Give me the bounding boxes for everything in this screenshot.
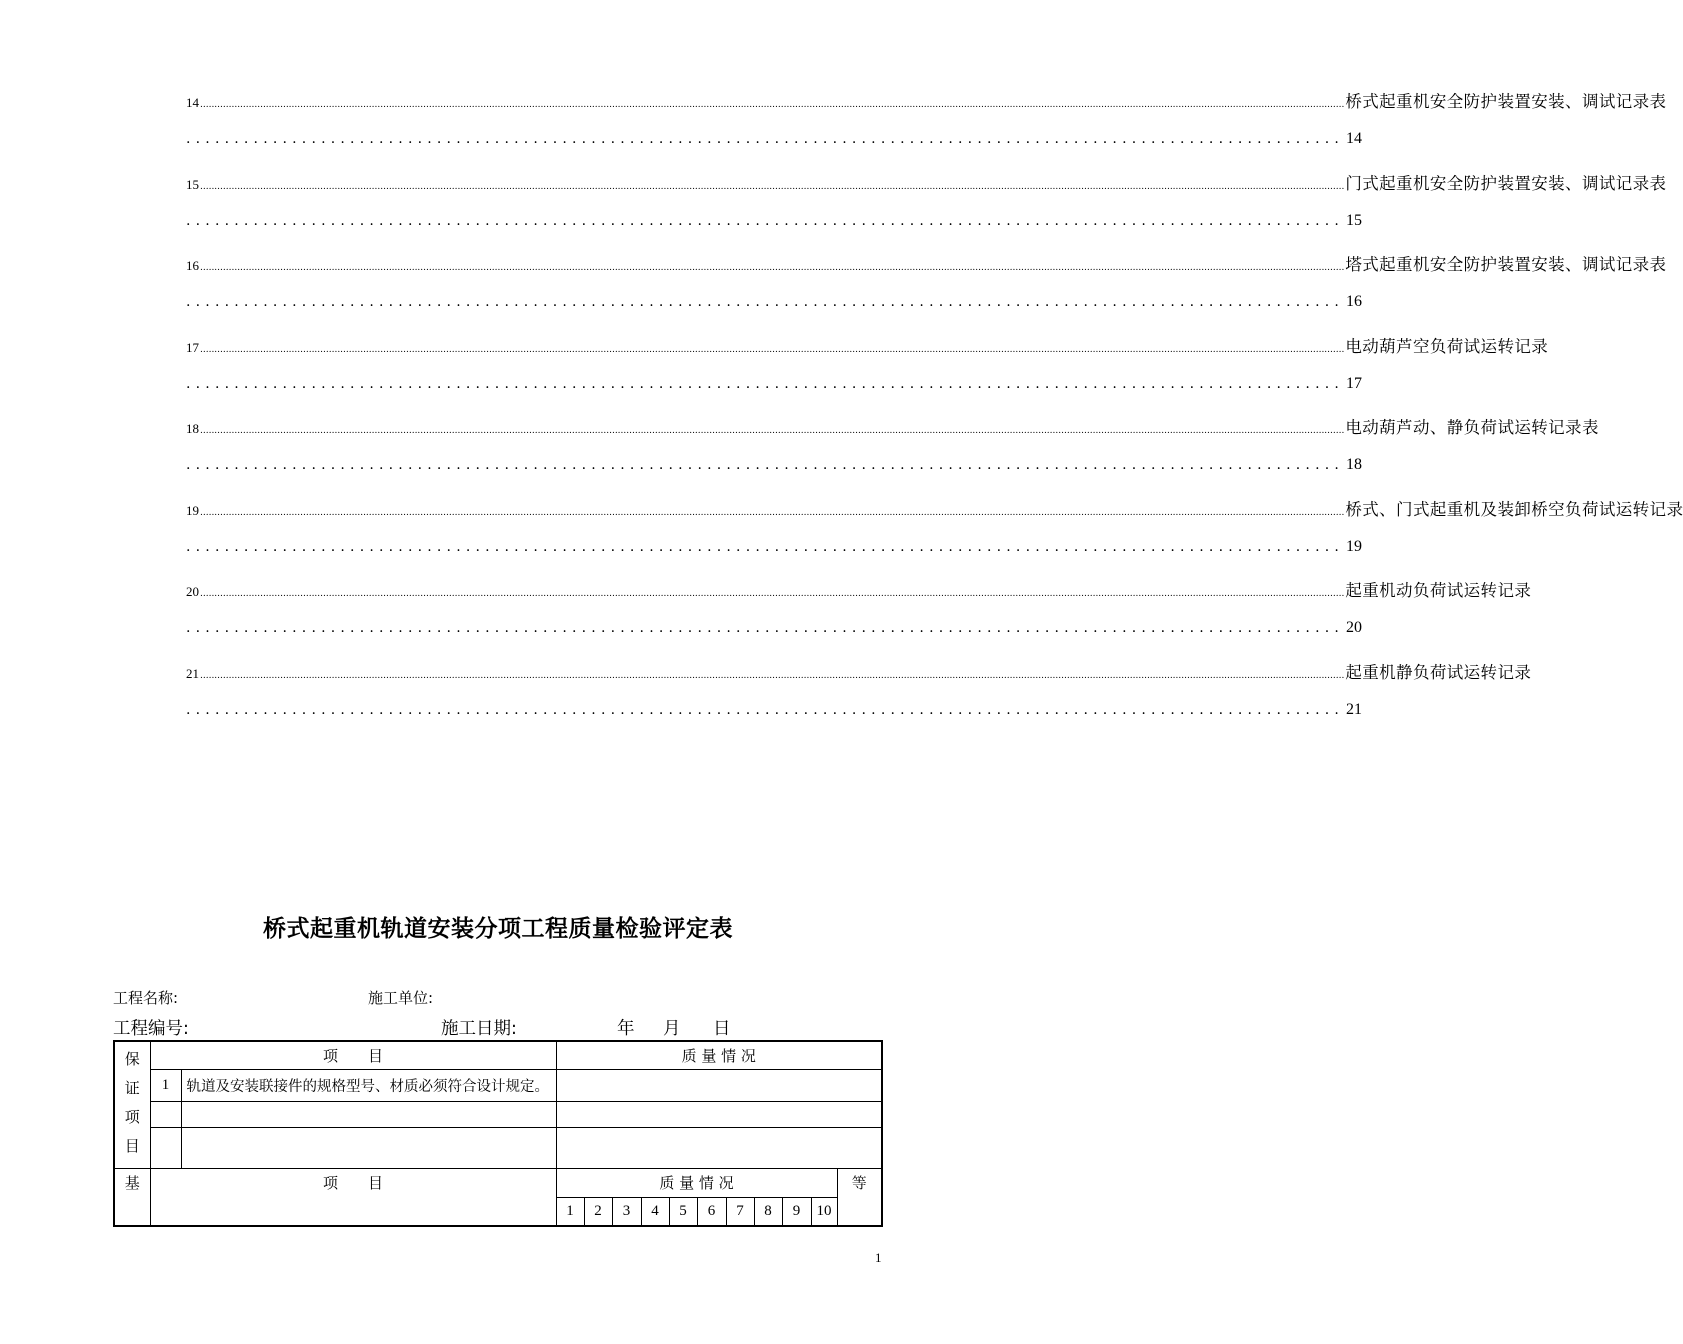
toc-entry-title: 电动葫芦动、静负荷试运转记录表 [1345, 418, 1599, 437]
row-number [150, 1127, 181, 1168]
toc-page-line [186, 211, 1363, 236]
toc-entry-line [186, 577, 1532, 601]
toc-leader-dots: ................................................................................................................................................................................................................................................................................................................................................................................................................ [200, 344, 1345, 355]
toc-entry-title: 桥式起重机安全防护装置安装、调试记录表 [1345, 92, 1667, 111]
basic-item-header: 项 目 [150, 1168, 556, 1226]
toc-page-number: 18 [1346, 456, 1363, 473]
row-text [181, 1127, 556, 1168]
toc-entry[interactable] [186, 496, 1683, 578]
project-number-label: 工程编号: [113, 1019, 189, 1039]
toc-entry-title: 门式起重机安全防护装置安装、调试记录表 [1345, 173, 1667, 193]
toc-page-number: 16 [1346, 293, 1363, 310]
toc-leader-dots: ................................................................................................................................................................................................................................................................................................................................................................................................................ [200, 426, 1345, 436]
toc-leader-dots: ........................................................................................................................ [186, 538, 1345, 555]
toc-page-line [186, 374, 1363, 399]
toc-entry-number: 15 [186, 176, 199, 192]
toc-leader-dots: ................................................................................................................................................................................................................................................................................................................................................................................................................ [200, 670, 1345, 681]
toc-page-line [186, 130, 1363, 154]
checkpoint-number: 10 [811, 1197, 837, 1226]
checkpoint-number: 9 [782, 1197, 811, 1226]
checkpoint-number: 3 [612, 1197, 641, 1226]
toc-page-number: 19 [1346, 537, 1363, 555]
item-header: 项 目 [150, 1041, 556, 1069]
row-text [181, 1101, 556, 1127]
toc-entry[interactable] [186, 659, 1532, 741]
toc-entry[interactable] [186, 333, 1549, 415]
month-label: 月 [663, 1019, 681, 1039]
guarantee-char: 项 [124, 1108, 140, 1126]
toc-page-number: 14 [1346, 130, 1363, 147]
toc-entry-title: 桥式、门式起重机及装卸桥空负荷试运转记录 [1345, 499, 1683, 519]
checkpoint-number: 7 [726, 1197, 754, 1226]
toc-page-number: 17 [1346, 374, 1363, 392]
toc-entry-line [186, 333, 1549, 357]
toc-page-line [186, 619, 1363, 643]
quality-header: 质 量 情 况 [556, 1041, 882, 1069]
checkpoint-number: 5 [669, 1197, 697, 1226]
guarantee-char: 保 [124, 1050, 140, 1068]
checkpoint-number: 2 [584, 1197, 612, 1226]
toc-leader-dots: ................................................................................................................................................................................................................................................................................................................................................................................................................ [200, 181, 1345, 192]
row-text: 轨道及安装联接件的规格型号、材质必须符合设计规定。 [181, 1069, 556, 1101]
toc-entry-line [186, 251, 1667, 275]
construction-unit-label: 施工单位: [368, 989, 434, 1007]
toc-entry[interactable] [186, 577, 1532, 659]
grade-label: 等 [837, 1168, 882, 1226]
toc-entry-title: 起重机动负荷试运转记录 [1345, 581, 1532, 600]
toc-entry-title: 起重机静负荷试运转记录 [1345, 662, 1532, 682]
toc-leader-dots: ........................................................................................................................ [186, 457, 1345, 473]
toc-page-number: 20 [1346, 619, 1363, 636]
toc-entry-title: 电动葫芦空负荷试运转记录 [1345, 336, 1549, 356]
toc-leader-dots: ................................................................................................................................................................................................................................................................................................................................................................................................................ [200, 589, 1345, 599]
toc-entry-line [186, 659, 1532, 683]
basic-quality-header: 质 量 情 况 [556, 1168, 837, 1197]
toc-entry-number: 14 [186, 95, 199, 110]
day-label: 日 [713, 1019, 731, 1039]
toc-leader-dots: ........................................................................................................................ [186, 131, 1345, 147]
toc-page-line [186, 456, 1363, 480]
checkpoint-number: 6 [697, 1197, 726, 1226]
toc-leader-dots: ........................................................................................................................ [186, 375, 1345, 392]
toc-entry[interactable] [186, 88, 1667, 170]
toc-entry[interactable] [186, 414, 1599, 496]
toc-page-number: 21 [1346, 700, 1363, 718]
form-title: 桥式起重机轨道安装分项工程质量检验评定表 [263, 916, 733, 942]
toc-leader-dots: ........................................................................................................................ [186, 294, 1345, 310]
toc-entry-line [186, 170, 1667, 194]
toc-entry-line [186, 496, 1683, 520]
guarantee-char: 证 [124, 1079, 140, 1097]
page-number: 1 [875, 1250, 882, 1265]
table-of-contents [186, 88, 1683, 740]
quality-table [113, 1040, 883, 1227]
toc-entry-number: 16 [186, 258, 199, 273]
toc-entry[interactable] [186, 170, 1667, 252]
toc-page-line [186, 700, 1363, 725]
guarantee-item-label [114, 1041, 150, 1168]
toc-entry-title: 塔式起重机安全防护装置安装、调试记录表 [1345, 255, 1667, 274]
toc-leader-dots: ................................................................................................................................................................................................................................................................................................................................................................................................................ [200, 263, 1345, 273]
toc-leader-dots: ................................................................................................................................................................................................................................................................................................................................................................................................................ [200, 100, 1345, 110]
checkpoint-number: 4 [641, 1197, 669, 1226]
toc-entry-number: 18 [186, 421, 199, 436]
row-number [150, 1101, 181, 1127]
toc-entry[interactable] [186, 251, 1667, 333]
toc-leader-dots: ........................................................................................................................ [186, 212, 1345, 229]
toc-entry-number: 21 [186, 665, 199, 681]
toc-leader-dots: ................................................................................................................................................................................................................................................................................................................................................................................................................ [200, 507, 1345, 518]
toc-leader-dots: ........................................................................................................................ [186, 620, 1345, 636]
toc-page-number: 15 [1346, 211, 1363, 229]
toc-entry-line [186, 414, 1599, 438]
year-label: 年 [617, 1019, 635, 1039]
quality-cell [556, 1127, 882, 1168]
project-name-label: 工程名称: [113, 989, 179, 1007]
toc-entry-number: 19 [186, 502, 199, 518]
toc-entry-line [186, 88, 1667, 112]
quality-cell [556, 1069, 882, 1101]
construction-date-label: 施工日期: [441, 1019, 517, 1039]
checkpoint-number: 1 [556, 1197, 584, 1226]
toc-entry-number: 20 [186, 584, 199, 599]
toc-page-line [186, 293, 1363, 317]
guarantee-char: 目 [124, 1137, 140, 1155]
basic-item-label: 基 [114, 1168, 150, 1226]
toc-entry-number: 17 [186, 339, 199, 355]
checkpoint-number: 8 [754, 1197, 782, 1226]
row-number: 1 [150, 1069, 181, 1101]
toc-leader-dots: ........................................................................................................................ [186, 701, 1345, 718]
toc-page-line [186, 537, 1363, 562]
quality-cell [556, 1101, 882, 1127]
